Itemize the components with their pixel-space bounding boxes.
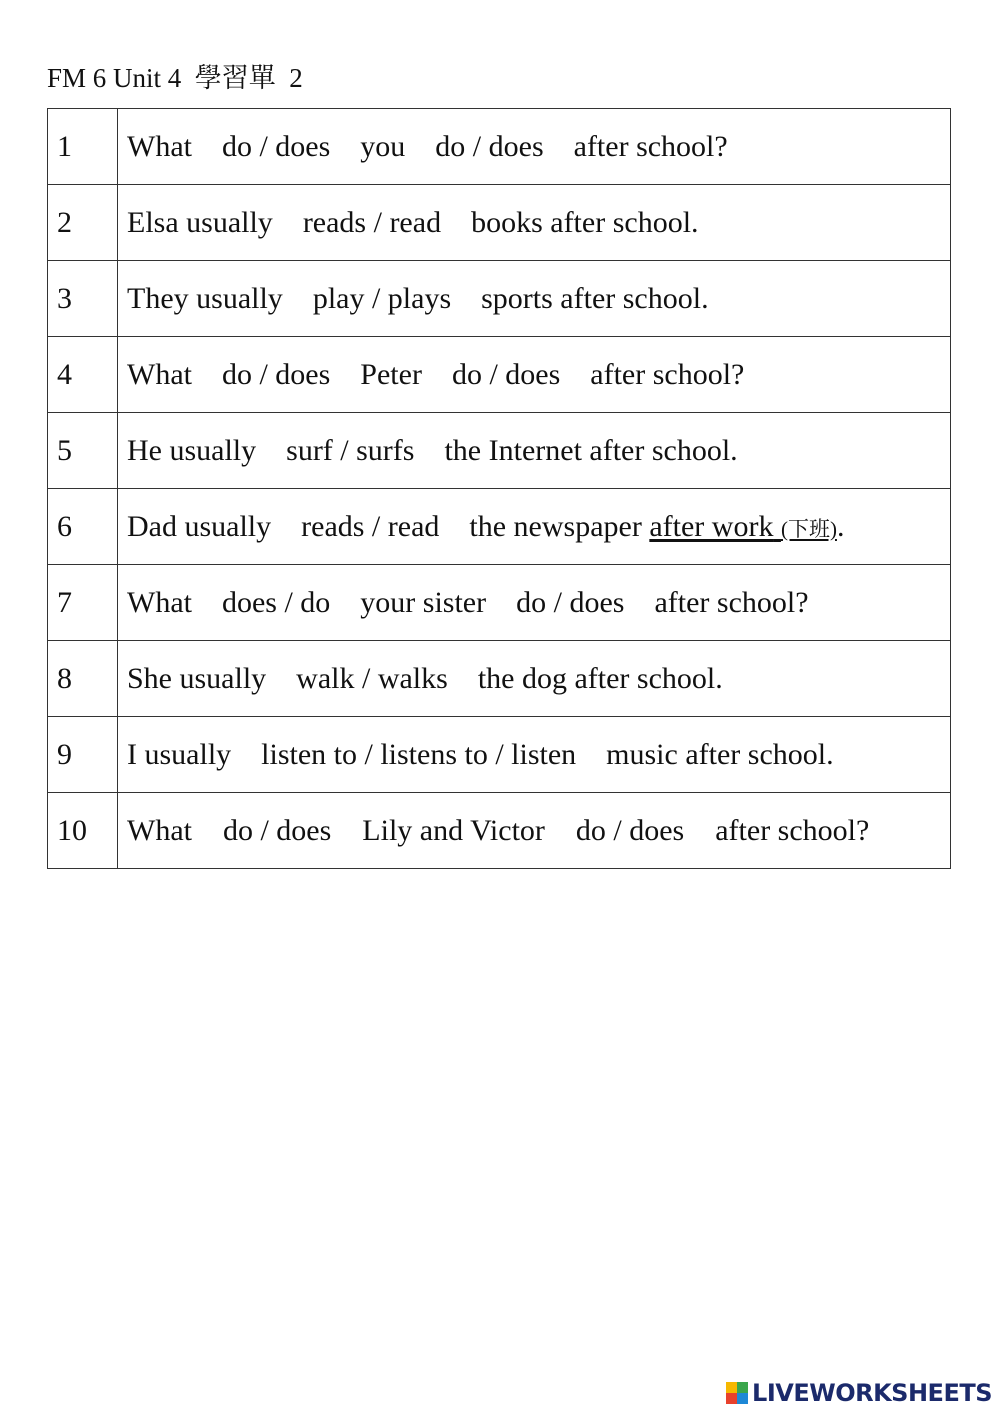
choice-option[interactable]: reads / read — [302, 205, 442, 239]
table-row — [48, 489, 951, 565]
table-row — [48, 793, 951, 869]
sentence-text: I usually — [127, 737, 232, 771]
row-number: 4 — [48, 337, 118, 413]
exercise-table — [47, 108, 951, 869]
sentence-cell — [118, 793, 951, 869]
sentence-text: What — [127, 129, 192, 163]
sentence-text: after school? — [654, 585, 809, 619]
sentence-text: She usually — [127, 661, 267, 695]
choice-option[interactable]: do / does — [221, 357, 331, 391]
table-row — [48, 109, 951, 185]
sentence-cell — [118, 261, 951, 337]
row-number: 5 — [48, 413, 118, 489]
sentence-text: What — [127, 813, 192, 847]
sentence-text: after school? — [573, 129, 728, 163]
sentence-text: books after school. — [471, 205, 699, 239]
sentence-text: the Internet after school. — [444, 433, 738, 467]
row-number: 2 — [48, 185, 118, 261]
row-number: 6 — [48, 489, 118, 565]
sentence-text: after school? — [715, 813, 870, 847]
sentence-text: Lily and Victor — [362, 813, 545, 847]
sentence-cell — [118, 185, 951, 261]
liveworksheets-logo — [726, 1379, 992, 1407]
table-row — [48, 641, 951, 717]
sentence-text: your sister — [360, 585, 487, 619]
sentence-text: They usually — [127, 281, 283, 315]
logo-square — [726, 1382, 737, 1393]
sentence-text: Elsa usually — [127, 205, 273, 239]
brand-name: LIVEWORKSHEETS — [752, 1379, 992, 1407]
sentence-text: He usually — [127, 433, 257, 467]
row-number: 3 — [48, 261, 118, 337]
sentence-text: Peter — [360, 357, 422, 391]
choice-option[interactable]: do / does — [451, 357, 561, 391]
choice-option[interactable]: walk / walks — [296, 661, 448, 695]
sentence-text: the newspaper — [469, 509, 642, 543]
logo-square — [737, 1393, 748, 1404]
sentence-cell — [118, 565, 951, 641]
logo-square — [737, 1382, 748, 1393]
row-number: 9 — [48, 717, 118, 793]
sentence-text: you — [360, 129, 406, 163]
row-number: 10 — [48, 793, 118, 869]
sentence-text: after school? — [590, 357, 745, 391]
sentence-cell — [118, 489, 951, 565]
sentence-cell — [118, 413, 951, 489]
table-row — [48, 261, 951, 337]
choice-option[interactable]: do / does — [221, 129, 331, 163]
sentence-text: Dad usually — [127, 509, 272, 543]
choice-option[interactable]: do / does — [222, 813, 332, 847]
choice-option[interactable]: listen to / listens to / listen — [261, 737, 577, 771]
choice-option[interactable]: do / does — [516, 585, 625, 619]
row-number: 7 — [48, 565, 118, 641]
chinese-note: (下班) — [780, 516, 837, 541]
choice-option[interactable]: does / do — [221, 585, 331, 619]
row-number: 1 — [48, 109, 118, 185]
choice-option[interactable]: do / does — [435, 129, 544, 163]
row-number: 8 — [48, 641, 118, 717]
choice-option[interactable]: play / plays — [312, 281, 452, 315]
underlined-phrase: after work — [649, 509, 774, 543]
table-row — [48, 185, 951, 261]
liveworksheets-icon — [726, 1382, 748, 1404]
choice-option[interactable]: reads / read — [301, 509, 440, 543]
table-row — [48, 717, 951, 793]
sentence-cell — [118, 337, 951, 413]
sentence-end: . — [836, 509, 845, 543]
table-row — [48, 565, 951, 641]
logo-square — [726, 1393, 737, 1404]
worksheet-title: FM 6 Unit 4 學習單 2 — [47, 63, 303, 93]
table-row — [48, 413, 951, 489]
sentence-cell — [118, 641, 951, 717]
sentence-cell — [118, 717, 951, 793]
sentence-text: sports after school. — [481, 281, 709, 315]
sentence-text: What — [127, 585, 192, 619]
sentence-text: music after school. — [606, 737, 834, 771]
choice-option[interactable]: do / does — [575, 813, 685, 847]
sentence-text: What — [127, 357, 192, 391]
sentence-cell — [118, 109, 951, 185]
sentence-text: the dog after school. — [477, 661, 723, 695]
choice-option[interactable]: surf / surfs — [286, 433, 415, 467]
table-row — [48, 337, 951, 413]
